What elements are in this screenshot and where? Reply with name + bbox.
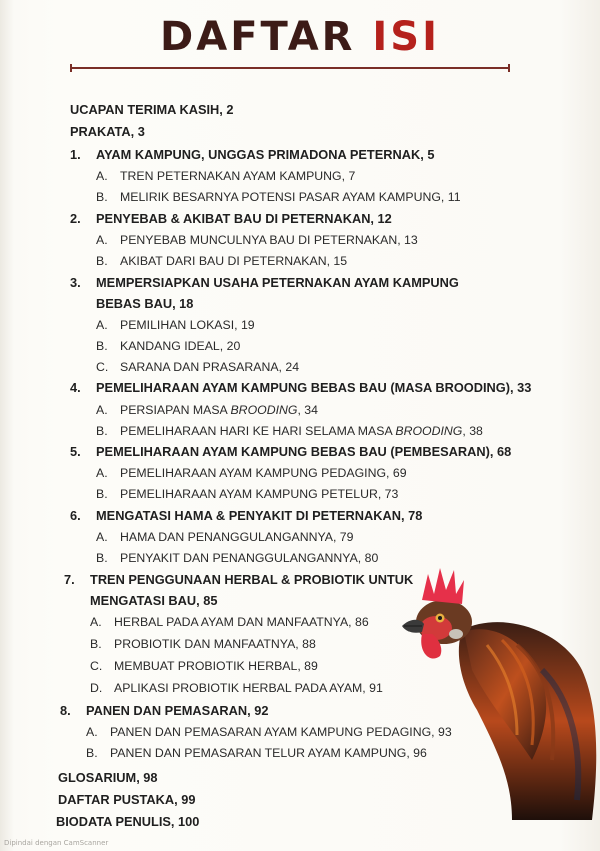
chapter-title: TREN PENGGUNAAN HERBAL & PROBIOTIK UNTUK bbox=[90, 572, 414, 587]
chapter-number: 8. bbox=[60, 703, 71, 718]
toc-chapter-8 bbox=[60, 703, 269, 719]
page-title-main: DAFTAR bbox=[160, 14, 356, 60]
section-title: PEMELIHARAAN HARI KE HARI SELAMA MASA bbox=[120, 424, 396, 438]
toc-3c bbox=[96, 359, 299, 375]
section-title: AKIBAT DARI BAU DI PETERNAKAN, 15 bbox=[120, 254, 348, 268]
section-title: PEMELIHARAAN AYAM KAMPUNG PEDAGING, 69 bbox=[120, 466, 407, 480]
section-title: PROBIOTIK DAN MANFAATNYA, 88 bbox=[114, 637, 316, 651]
toc-3b bbox=[96, 338, 240, 354]
section-title: HAMA DAN PENANGGULANGANNYA, 79 bbox=[120, 530, 354, 544]
section-letter: A. bbox=[96, 318, 108, 332]
toc-ucapan: UCAPAN TERIMA KASIH, 2 bbox=[70, 102, 234, 117]
section-title: MELIRIK BESARNYA POTENSI PASAR AYAM KAMPUNG, 11 bbox=[120, 190, 461, 204]
scanner-watermark: Dipindai dengan CamScanner bbox=[4, 839, 109, 847]
toc-chapter-2 bbox=[70, 211, 392, 227]
section-letter: A. bbox=[96, 466, 108, 480]
section-letter: D. bbox=[90, 681, 103, 695]
section-letter: B. bbox=[96, 254, 108, 268]
toc-7c bbox=[90, 658, 318, 674]
toc-chapter-6 bbox=[70, 508, 422, 524]
toc-1b bbox=[96, 189, 461, 205]
section-letter: B. bbox=[96, 339, 108, 353]
toc-prakata: PRAKATA, 3 bbox=[70, 124, 145, 139]
section-letter: C. bbox=[90, 659, 103, 673]
chapter-number: 5. bbox=[70, 444, 81, 459]
section-title-italic: BROODING bbox=[395, 424, 463, 438]
section-title: PANEN DAN PEMASARAN AYAM KAMPUNG PEDAGING, 93 bbox=[110, 725, 452, 739]
section-title: KANDANG IDEAL, 20 bbox=[120, 339, 241, 353]
section-letter: B. bbox=[86, 746, 98, 760]
section-title: SARANA DAN PRASARANA, 24 bbox=[120, 360, 300, 374]
toc-daftar-pustaka: DAFTAR PUSTAKA, 99 bbox=[58, 792, 196, 807]
chapter-number: 3. bbox=[70, 275, 81, 290]
section-letter: A. bbox=[86, 725, 98, 739]
section-letter: B. bbox=[96, 487, 108, 501]
toc-chapter-4 bbox=[70, 380, 531, 396]
toc-5a bbox=[96, 465, 407, 481]
section-title: PENYEBAB MUNCULNYA BAU DI PETERNAKAN, 13 bbox=[120, 233, 418, 247]
section-letter: A. bbox=[96, 530, 108, 544]
section-page: , 38 bbox=[462, 424, 483, 438]
chapter-number: 4. bbox=[70, 380, 81, 395]
section-letter: A. bbox=[96, 403, 108, 417]
toc-chapter-7 bbox=[64, 572, 413, 588]
section-letter: A. bbox=[96, 233, 108, 247]
page-title-accent: ISI bbox=[372, 14, 440, 60]
section-title: PERSIAPAN MASA bbox=[120, 403, 231, 417]
toc-chapter-3-cont: BEBAS BAU, 18 bbox=[96, 296, 194, 311]
section-letter: A. bbox=[90, 615, 102, 629]
section-title: MEMBUAT PROBIOTIK HERBAL, 89 bbox=[114, 659, 318, 673]
section-letter: B. bbox=[96, 551, 108, 565]
toc-3a bbox=[96, 317, 255, 333]
chapter-title: MENGATASI HAMA & PENYAKIT DI PETERNAKAN, 78 bbox=[96, 508, 423, 523]
chapter-title: PANEN DAN PEMASARAN, 92 bbox=[86, 703, 269, 718]
toc-1a bbox=[96, 168, 355, 184]
toc-chapter-1 bbox=[70, 147, 434, 163]
toc-biodata: BIODATA PENULIS, 100 bbox=[56, 814, 200, 829]
toc-glosarium: GLOSARIUM, 98 bbox=[58, 770, 158, 785]
toc-2b bbox=[96, 253, 347, 269]
section-letter: C. bbox=[96, 360, 109, 374]
toc-2a bbox=[96, 232, 418, 248]
chapter-title: AYAM KAMPUNG, UNGGAS PRIMADONA PETERNAK, 5 bbox=[96, 147, 435, 162]
toc-chapter-7-cont: MENGATASI BAU, 85 bbox=[90, 593, 218, 608]
section-title-italic: BROODING bbox=[230, 403, 298, 417]
toc-5b bbox=[96, 486, 398, 502]
section-title: PENYAKIT DAN PENANGGULANGANNYA, 80 bbox=[120, 551, 379, 565]
section-title: HERBAL PADA AYAM DAN MANFAATNYA, 86 bbox=[114, 615, 369, 629]
toc-4b bbox=[96, 423, 483, 439]
section-letter: B. bbox=[96, 424, 108, 438]
chapter-title: PEMELIHARAAN AYAM KAMPUNG BEBAS BAU (MASA BROODING), 33 bbox=[96, 380, 532, 395]
section-title: PANEN DAN PEMASARAN TELUR AYAM KAMPUNG, 96 bbox=[110, 746, 427, 760]
section-page: , 34 bbox=[297, 403, 318, 417]
toc-8b bbox=[86, 745, 427, 761]
section-letter: B. bbox=[96, 190, 108, 204]
chapter-title: PENYEBAB & AKIBAT BAU DI PETERNAKAN, 12 bbox=[96, 211, 392, 226]
section-title: TREN PETERNAKAN AYAM KAMPUNG, 7 bbox=[120, 169, 356, 183]
toc-chapter-3 bbox=[70, 275, 459, 291]
toc-7d bbox=[90, 680, 383, 696]
rooster-illustration bbox=[392, 560, 600, 820]
section-title: PEMELIHARAAN AYAM KAMPUNG PETELUR, 73 bbox=[120, 487, 399, 501]
toc-chapter-5 bbox=[70, 444, 511, 460]
toc-6b bbox=[96, 550, 378, 566]
toc-6a bbox=[96, 529, 353, 545]
section-letter: A. bbox=[96, 169, 108, 183]
section-letter: B. bbox=[90, 637, 102, 651]
chapter-title: MEMPERSIAPKAN USAHA PETERNAKAN AYAM KAMPUNG bbox=[96, 275, 459, 290]
chapter-number: 7. bbox=[64, 572, 75, 587]
toc-7b bbox=[90, 636, 316, 652]
chapter-number: 1. bbox=[70, 147, 81, 162]
chapter-number: 6. bbox=[70, 508, 81, 523]
toc-7a bbox=[90, 614, 369, 630]
toc-4a bbox=[96, 402, 318, 418]
section-title: APLIKASI PROBIOTIK HERBAL PADA AYAM, 91 bbox=[114, 681, 383, 695]
section-title: PEMILIHAN LOKASI, 19 bbox=[120, 318, 255, 332]
chapter-title: PEMELIHARAAN AYAM KAMPUNG BEBAS BAU (PEMBESARAN), 68 bbox=[96, 444, 512, 459]
chapter-number: 2. bbox=[70, 211, 81, 226]
